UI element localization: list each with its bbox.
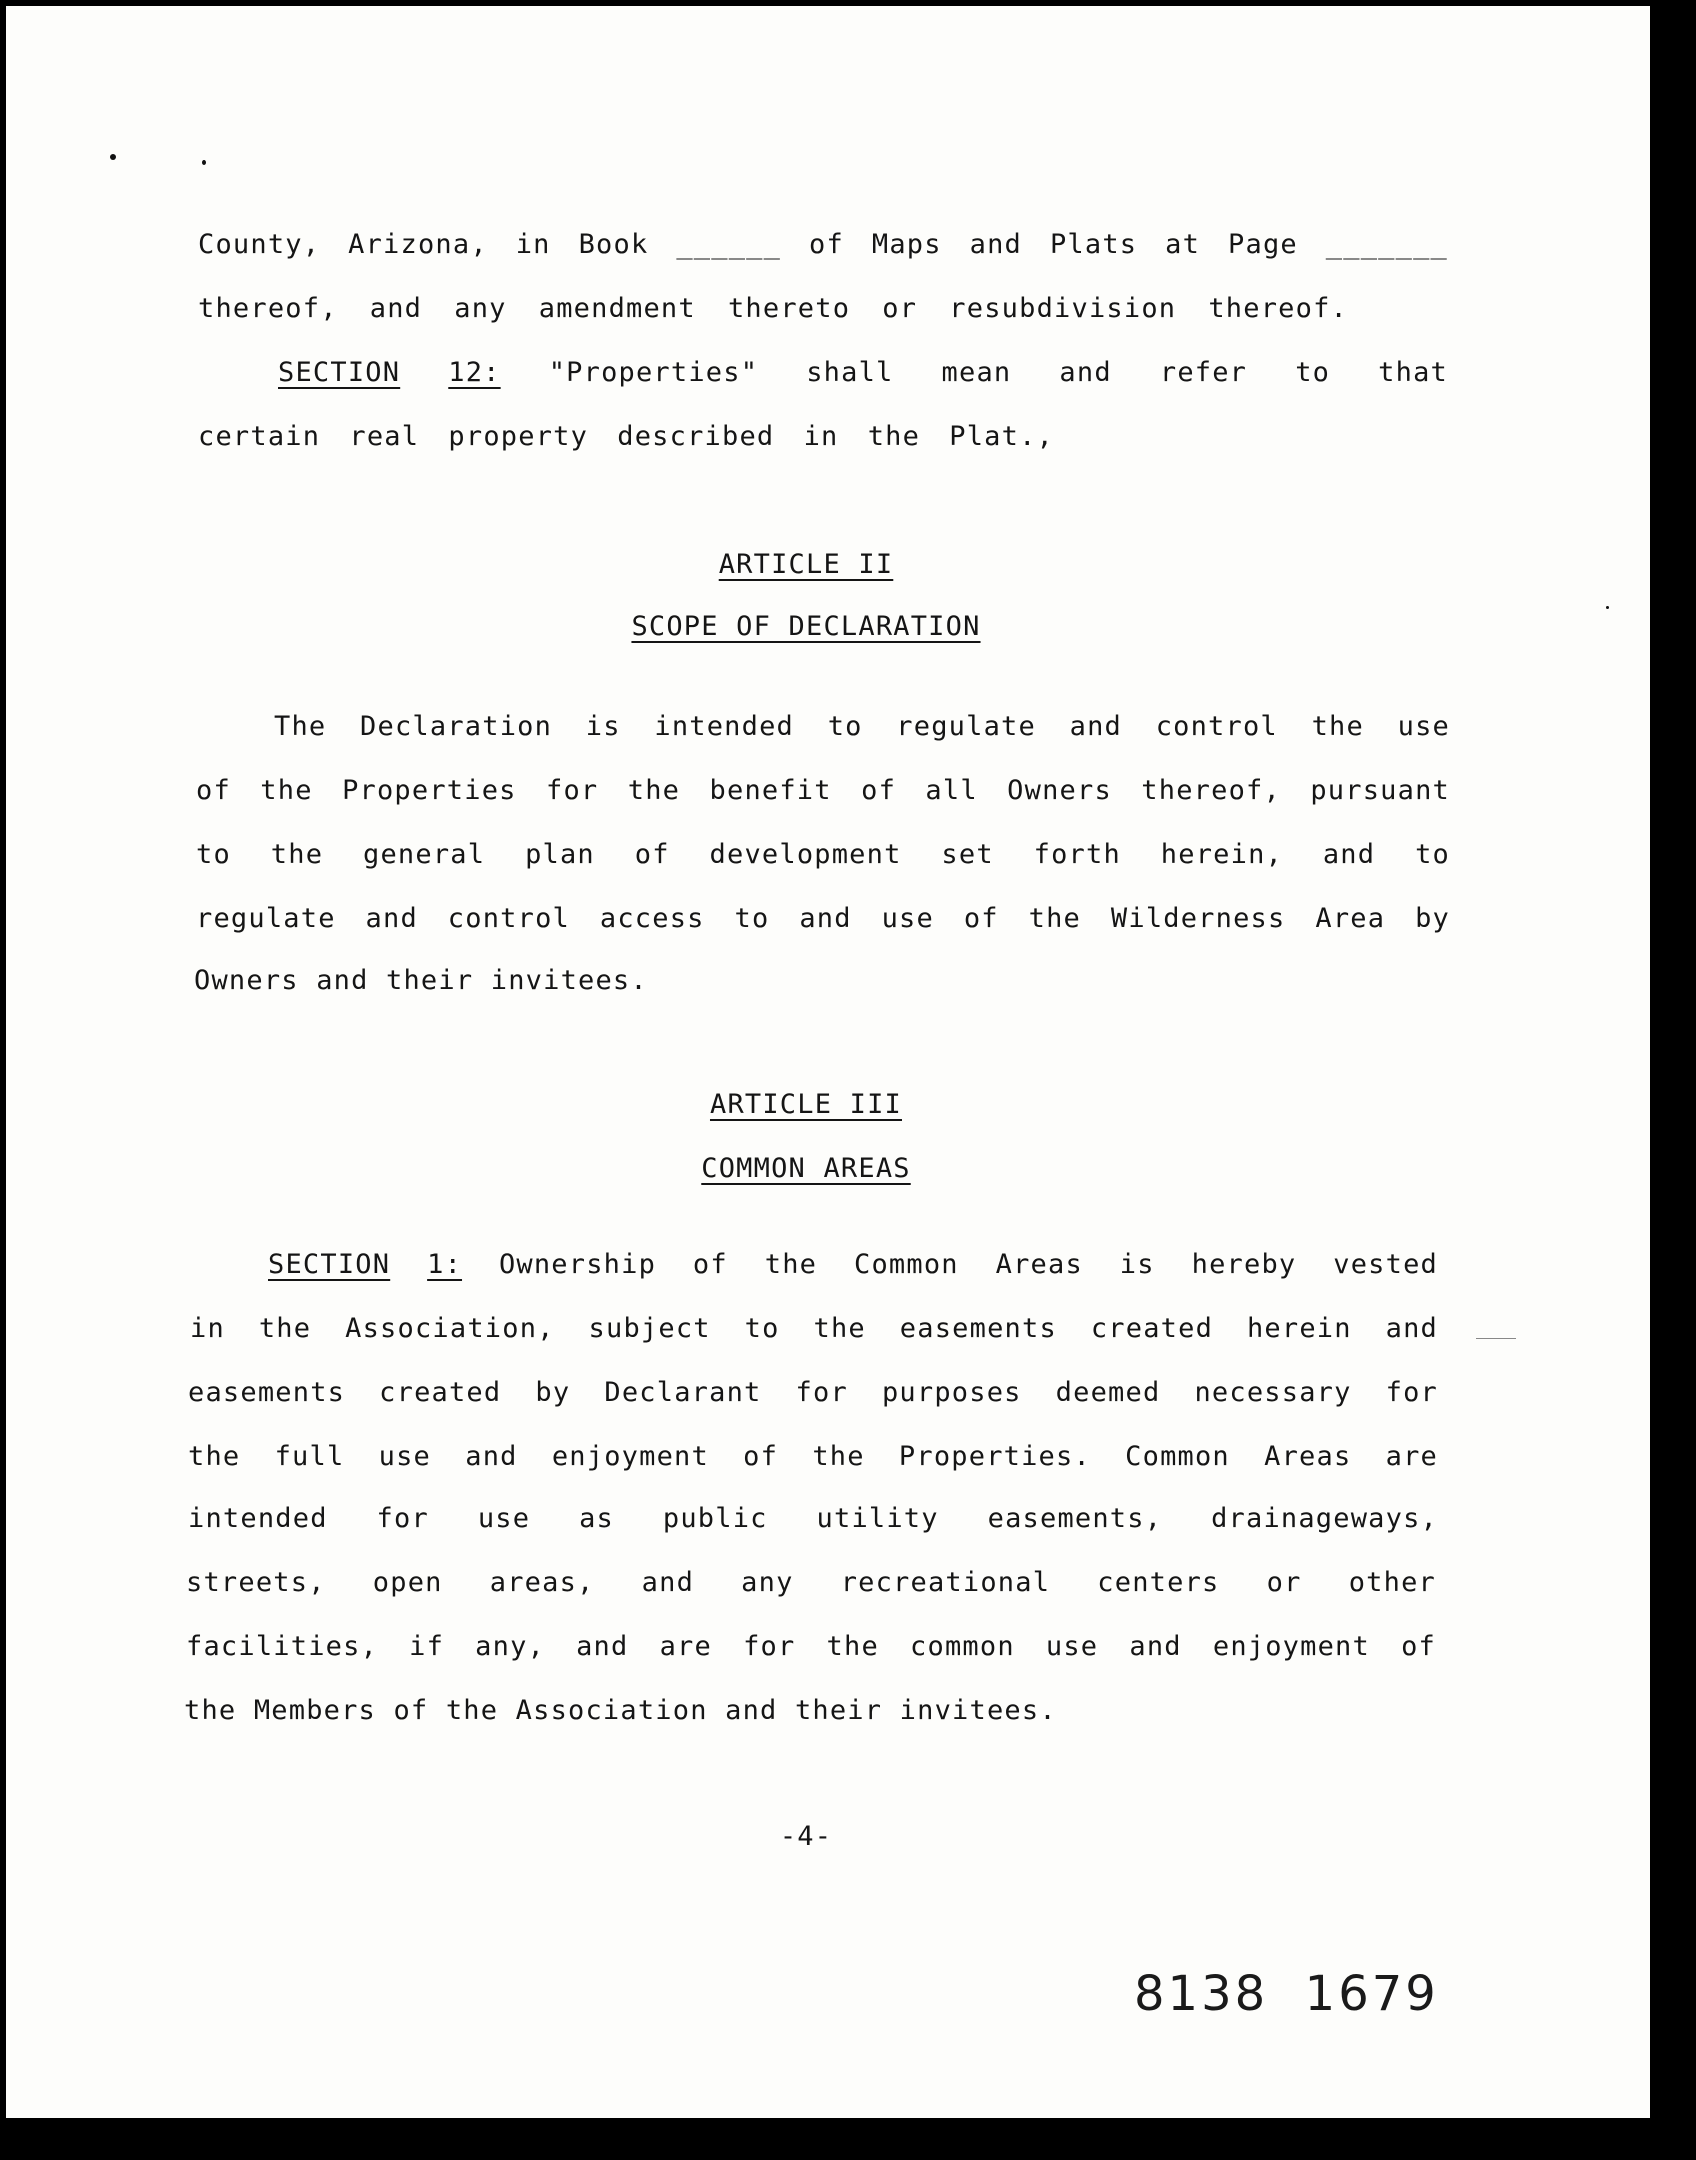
text-line: regulate and control access to and use of the Wilderness Area by [196,903,1450,934]
text-line: certain real property described in the Plat., [198,421,1054,452]
article-heading: ARTICLE III [709,1089,902,1120]
text-line: facilities, if any, and are for the common use and enjoyment of [186,1631,1436,1662]
section-number: 12: [448,357,501,388]
document-body [6,6,1650,2118]
section-label: SECTION [278,357,401,388]
document-number: 8138 1679 [1134,1966,1439,2022]
text-line: in the Association, subject to the easements created herein and [190,1313,1438,1344]
text-line: the Members of the Association and their invitees. [184,1695,1057,1726]
article-subheading: COMMON AREAS [701,1153,911,1184]
text-line: intended for use as public utility easements, drainageways, [188,1503,1438,1534]
text-line: Owners and their invitees. [194,965,648,996]
text-line: to the general plan of development set forth herein, and to [196,839,1450,870]
text-line: easements created by Declarant for purposes deemed necessary for [188,1377,1438,1408]
article-heading: ARTICLE II [718,549,894,580]
section-12-line [278,356,1448,390]
text-line: County, Arizona, in Book ______ of Maps and Plats at Page _______ [198,229,1448,260]
article-subheading: SCOPE OF DECLARATION [631,611,981,642]
page-number: -4- [779,1821,833,1852]
text-line: The Declaration is intended to regulate and control the use [274,711,1450,742]
section-number: 1: [427,1249,463,1280]
section-text: Ownership of the Common Areas is hereby vested [498,1249,1438,1280]
text-line: the full use and enjoyment of the Properties. Common Areas are [188,1441,1438,1472]
text-line: thereof, and any amendment thereto or resubdivision thereof. [198,293,1348,324]
document-page [6,6,1650,2118]
text-line: streets, open areas, and any recreational centers or other [186,1567,1436,1598]
section-label: SECTION [268,1249,391,1280]
section-1-line [268,1248,1438,1282]
text-line: of the Properties for the benefit of all Owners thereof, pursuant [196,775,1450,806]
section-text: "Properties" shall mean and refer to that [548,357,1448,388]
